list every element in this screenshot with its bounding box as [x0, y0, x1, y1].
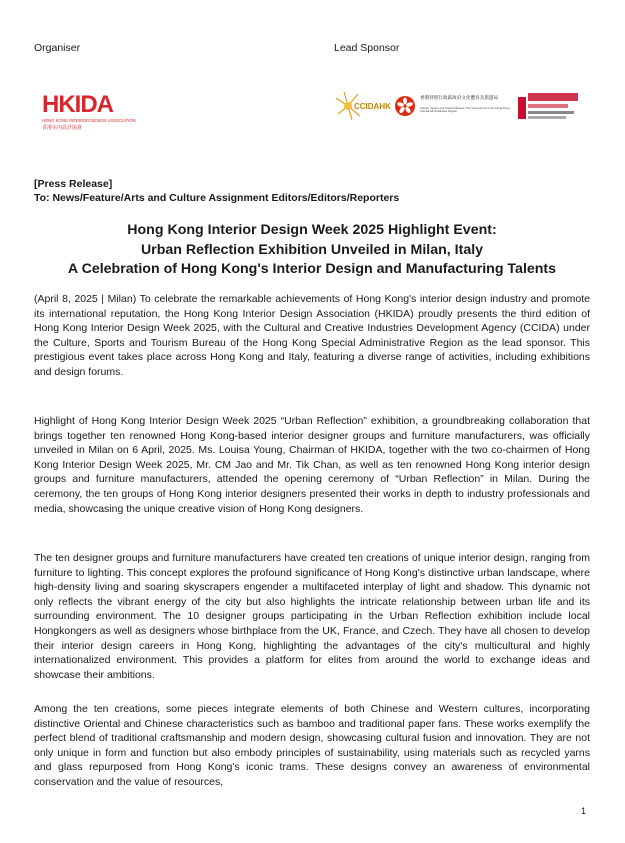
hkida-subtitle: HONG KONG INTERIOR DESIGN ASSOCIATION	[42, 118, 136, 123]
recipients-line: To: News/Feature/Arts and Culture Assignment Editors/Editors/Reporters	[34, 192, 400, 204]
organiser-label: Organiser	[34, 42, 81, 54]
ccidahk-logo-text: CCIDAHK	[354, 102, 391, 111]
headline-line-2: Urban Reflection Exhibition Unveiled in Milan, Italy	[140, 241, 484, 258]
hksar-bauhinia-icon	[394, 95, 416, 117]
paragraph-3: The ten designer groups and furniture manufacturers have created ten creations of unique interior design, ranging from furniture to lighting. This concept explores the profound significance of Hong Kong's distinctive urban landscape, where high-density living and soaring skyscrapers engender a multifaceted interplay of light and shadow. This dynamic not only reflects the vibrant energy of the city but also highlights the intricate relationship between urban life and its surrounding environment. The 10 designer groups participating in the Urban Reflection exhibition include local Hongkongers as well as designers whose birthplace from the UK, France, and Czech. They have all chosen to develop their interior design careers in Hong Kong, highlighting the advantages of the city's multicultural and highly internationalized environment. This provides a platform for elites from around the world to exchange ideas and showcase their ambitions.	[34, 552, 590, 681]
page-number: 1	[581, 806, 587, 816]
sponsor-logos	[334, 86, 584, 126]
third-sponsor-logo	[518, 93, 578, 123]
headline-line-1: Hong Kong Interior Design Week 2025 Highlight Event:	[127, 222, 497, 238]
paragraph-2: Highlight of Hong Kong Interior Design Week 2025 “Urban Reflection” exhibition, a groundbreaking collaboration that brings together ten renowned Hong Kong-based interior designer groups and furniture manufacturers, was officially unveiled in Milan on 6 April, 2025. Ms. Louisa Young, Chairman of HKIDA, together with the two co-chairmen of Hong Kong Interior Design Week 2025, Mr. CM Jao and Mr. Tik Chan, as well as ten renowned Hong Kong interior design groups and furniture manufacturers, attended the opening ceremony of “Urban Reflection” in Milan. During the ceremony, the ten groups of Hong Kong interior designers presented their works in depth to industry professionals and media, showcasing the unique creative vision of Hong Kong designers.	[34, 415, 590, 515]
hkida-chinese-name: 香港室內設計協會	[42, 125, 83, 131]
hkida-wordmark: HKIDA	[42, 91, 113, 118]
press-meta	[34, 177, 399, 205]
paragraph-4: Among the ten creations, some pieces integrate elements of both Chinese and Western cultures, incorporating distinctive Oriental and Chinese characteristics such as bamboo and traditional paper fans. These works exemplify the perfect blend of traditional craftsmanship and modern design, showcasing cultural fusion and innovation. They are not only unique in form and function but also embody principles of sustainability, using materials such as recycled yarns and glass repurposed from Hong Kong's iconic trams. These designs convey an awareness of environmental conservation and the value of resources,	[34, 703, 590, 788]
headline	[34, 221, 590, 280]
hkida-logo	[42, 92, 137, 132]
lead-sponsor-label: Lead Sponsor	[334, 42, 400, 54]
press-release-tag: [Press Release]	[34, 178, 113, 190]
govt-chinese-name: 香港特別行政區政府文化體育及旅遊局	[420, 95, 499, 100]
govt-english-name: Culture, Sports and Tourism Bureau, The Government of the Hong Kong Special Administrative Region	[420, 106, 510, 114]
headline-line-3: A Celebration of Hong Kong's Interior Design and Manufacturing Talents	[67, 261, 557, 277]
paragraph-1: (April 8, 2025 | Milan) To celebrate the remarkable achievements of Hong Kong's interior design industry and promote its international reputation, the Hong Kong Interior Design Association (HKIDA) proudly presents the third edition of Hong Kong Interior Design Week 2025, with the Cultural and Creative Industries Development Agency (CCIDA) under the Culture, Sports and Tourism Bureau of the Hong Kong Special Administrative Region as the lead sponsor. This prestigious event takes place across Hong Kong and Italy, featuring a diverse range of activities, including exhibitions and design forums.	[34, 293, 590, 378]
